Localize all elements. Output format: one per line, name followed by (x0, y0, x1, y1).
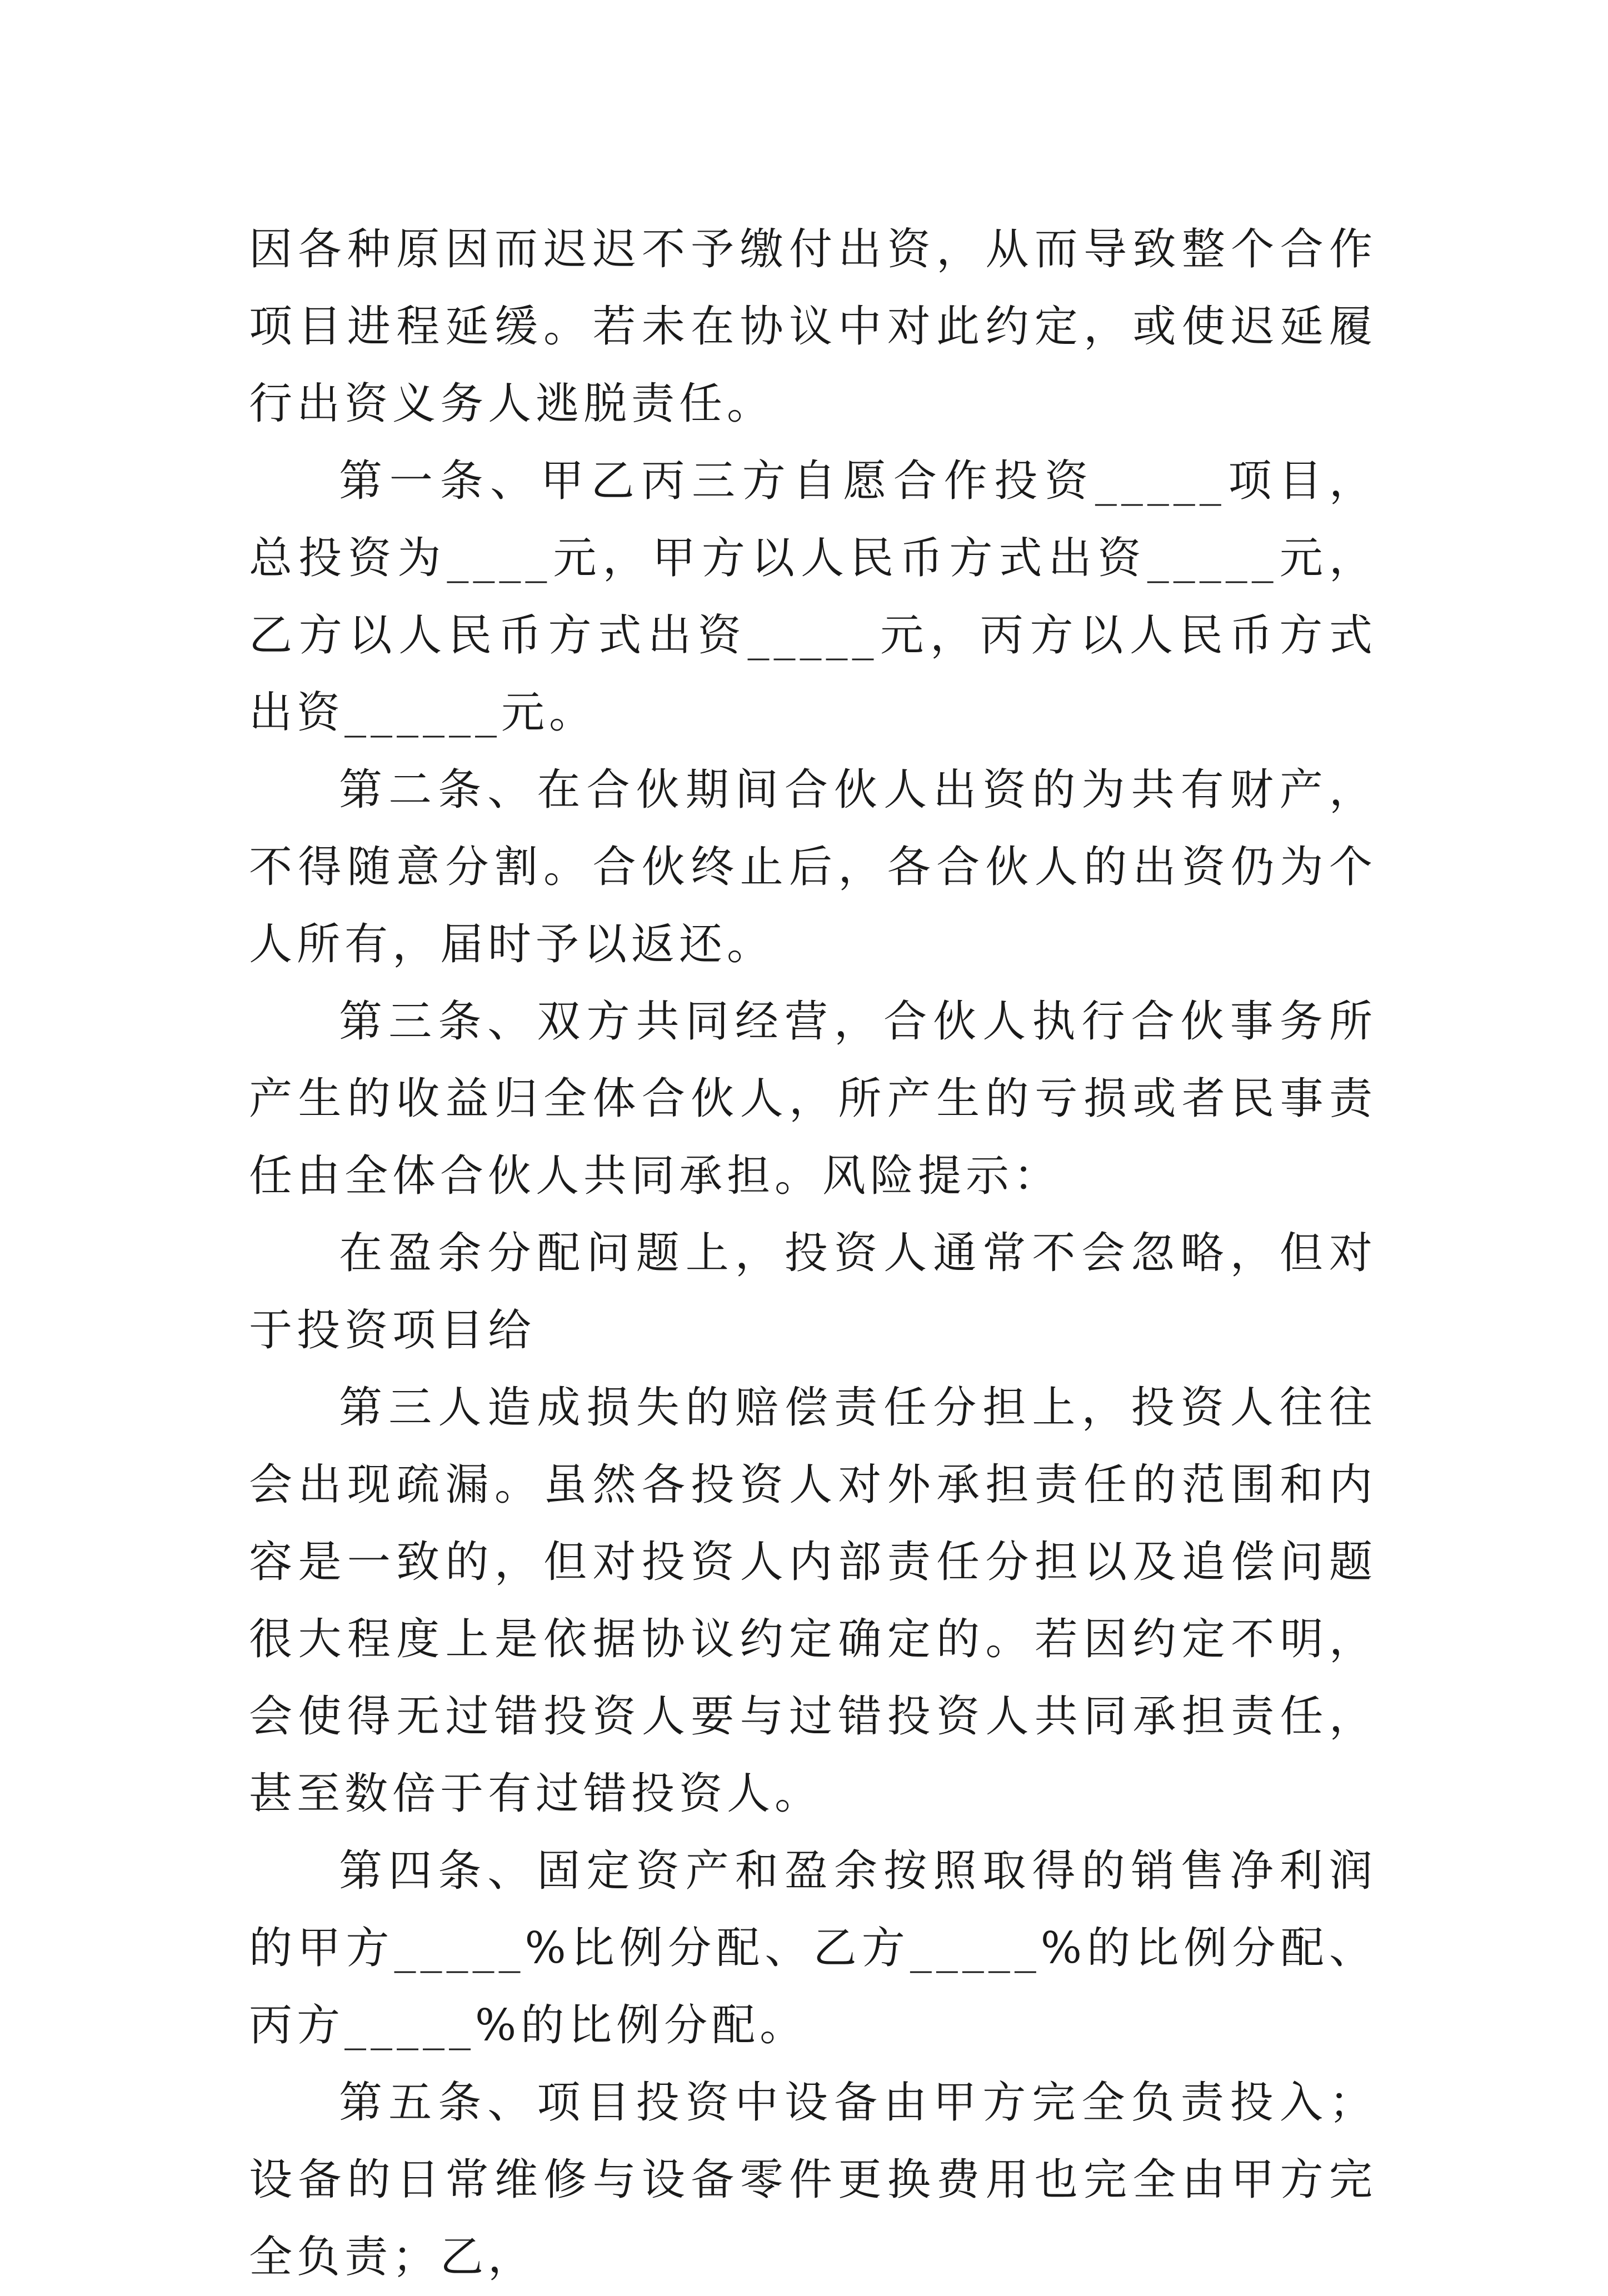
paragraph-article-2: 第二条、在合伙期间合伙人出资的为共有财产，不得随意分割。合伙终止后，各合伙人的出资仍为个人所有，届时予以返还。 (249, 765, 1377, 969)
paragraph-article-4: 第四条、固定资产和盈余按照取得的销售净利润的甲方_____%比例分配、乙方_____%的比例分配、丙方_____%的比例分配。 (249, 1846, 1377, 2050)
paragraph-continuation: 因各种原因而迟迟不予缴付出资，从而导致整个合作项目进程延缓。若未在协议中对此约定，或使迟延履行出资义务人逃脱责任。 (249, 224, 1377, 429)
document-body (249, 211, 1377, 2296)
paragraph-article-3: 第三条、双方共同经营，合伙人执行合伙事务所产生的收益归全体合伙人，所产生的亏损或者民事责任由全体合伙人共同承担。风险提示： (249, 997, 1377, 1201)
paragraph-article-1: 第一条、甲乙丙三方自愿合作投资_____项目，总投资为____元，甲方以人民币方式出资_____元，乙方以人民币方式出资_____元，丙方以人民币方式出资______元。 (249, 456, 1377, 738)
paragraph-article-5: 第五条、项目投资中设备由甲方完全负责投入；设备的日常维修与设备零件更换费用也完全由甲方完全负责；乙， (249, 2078, 1377, 2282)
paragraph-risk-note-2: 第三人造成损失的赔偿责任分担上，投资人往往会出现疏漏。虽然各投资人对外承担责任的范围和内容是一致的，但对投资人内部责任分担以及追偿问题很大程度上是依据协议约定确定的。若因约定不明，会使得无过错投资人要与过错投资人共同承担责任，甚至数倍于有过错投资人。 (249, 1383, 1377, 1819)
paragraph-risk-note-1: 在盈余分配问题上，投资人通常不会忽略，但对于投资项目给 (249, 1228, 1377, 1355)
